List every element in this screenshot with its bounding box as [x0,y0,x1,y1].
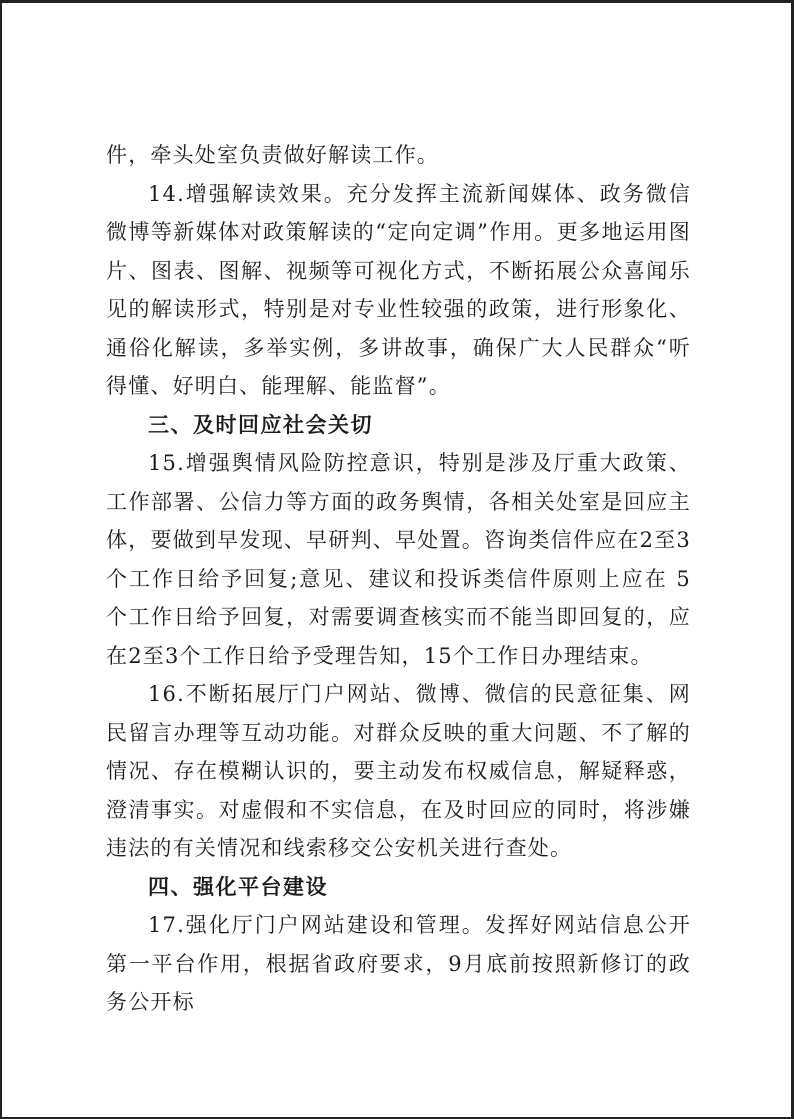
paragraph-continuation: 件，牵头处室负责做好解读工作。 [106,143,439,167]
scan-border-left [0,0,2,1119]
paragraph-item-17: 17.强化厅门户网站建设和管理。发挥好网站信息公开第一平台作用，根据省政府要求，9月底前按照新修订的政务公开标 [106,913,691,1014]
scan-border-top [0,0,794,3]
paragraph-item-14: 14.增强解读效果。充分发挥主流新闻媒体、政务微信微博等新媒体对政策解读的“定向定调”作用。更多地运用图片、图表、图解、视频等可视化方式，不断拓展公众喜闻乐见的解读形式，特别是对专业性较强的政策，进行形象化、通俗化解读，多举实例，多讲故事，确保广大人民群众“听得懂、好明白、能理解、能监督”。 [106,181,691,398]
paragraph-item-16: 16.不断拓展厅门户网站、微博、微信的民意征集、网民留言办理等互动功能。对群众反映的重大问题、不了解的情况、存在模糊认识的，要主动发布权威信息，解疑释惑，澄清事实。对虚假和不实信息，在及时回应的同时，将涉嫌违法的有关情况和线索移交公安机关进行查处。 [106,682,691,860]
section-heading-4: 四、强化平台建设 [148,874,328,899]
document-body [106,136,691,1022]
section-heading-3: 三、及时回应社会关切 [148,412,373,437]
paragraph-item-15: 15.增强舆情风险防控意识，特别是涉及厅重大政策、工作部署、公信力等方面的政务舆情，各相关处室是回应主体，要做到早发现、早研判、早处置。咨询类信件应在2至3个工作日给予回复;意见、建议和投诉类信件原则上应在 5 个工作日给予回复，对需要调查核实而不能当即回复的，应在2至3个工作日给予受理告知，15个工作日办理结束。 [106,451,691,668]
